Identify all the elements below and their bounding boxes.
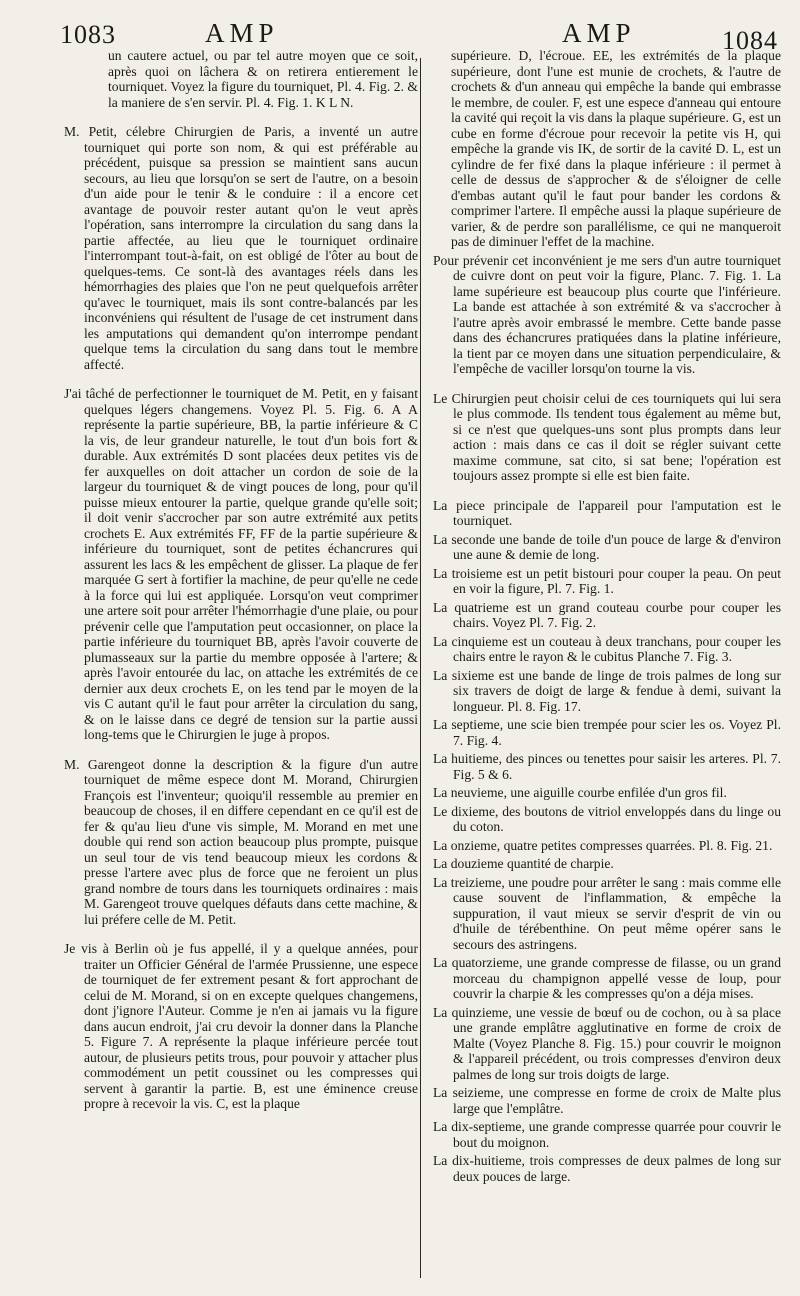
list-item: La dix-septieme, une grande compresse quarrée pour couvrir le bout du moignon. bbox=[433, 1119, 781, 1150]
column-divider bbox=[420, 58, 421, 1278]
paragraph: J'ai tâché de perfectionner le tourniquet de M. Petit, en y faisant quelques légers changemens. Voyez Pl. 5. Fig. 6. A A représente la partie supérieure, BB, la partie inférieure & C la vis, de leur grandeur naturelle, le tout d'un bois fort & durable. Aux extrémités D sont placées deux petites vis de fer auxquelles on doit attacher un cordon de soie de la largeur du tourniquet & de vingt pouces de long, pour qu'il puisse mieux entourer la partie, quelque grande qu'elle soit; il doit venir s'accrocher par son autre extrémité aux petits crochets E. Aux extrémités FF, FF de la partie supérieure & inférieure du tourniquet, sont de petites échancrures qui assurent les lacs & les empêchent de glisser. La plaque de fer marquée G sert à fortifier la machine, de peur qu'elle ne cede à la force qui lui est appliquée. Lorsqu'on veut comprimer une artere soit pour arrêter l'hémorrhagie d'une plaie, ou pour prévenir celle que l'amputation peut occasionner, on place la partie inférieure du tourniquet BB, après l'avoir couverte de plumasseaux sur la partie du membre opposée à l'artere; & après l'avoir entourée du lac, on attache les extrémités de ce dernier aux deux crochets E, on les tend par le moyen de la vis C autant qu'il le faut pour arrêter la circulation du sang, & on le laisse dans ce degré de tension sur la partie aussi long-tems que le Chirurgien le juge à propos. bbox=[64, 386, 418, 742]
right-column bbox=[433, 48, 781, 1184]
list-item: La seizieme, une compresse en forme de croix de Malte plus large que l'emplâtre. bbox=[433, 1085, 781, 1116]
paragraph: Le Chirurgien peut choisir celui de ces tourniquets qui lui sera le plus commode. Ils tendent tous également au même but, si ce n'est que quelques-uns sont plus prompts dans leur action : mais dans ce cas il doit se régler suivant cette maxime commune, sat cito, si sat bene; l'opération est toujours assez prompte si elle est bien faite. bbox=[433, 390, 781, 483]
paragraph: Pour prévenir cet inconvénient je me sers d'un autre tourniquet de cuivre dont on peut voir la figure, Planc. 7. Fig. 1. La lame supérieure est beaucoup plus courte que l'inférieure. La bande est attachée à son extrémité & va s'accrocher à l'autre après avoir embrassé le membre. Cette bande passe dans des échancrures pratiquées dans la platine inférieure, la tient par ce moyen dans une situation perpendiculaire, & l'empêche de vaciller lorsqu'on tourne la vis. bbox=[433, 252, 781, 376]
page-number-left: 1083 bbox=[60, 20, 116, 49]
paragraph: M. Garengeot donne la description & la figure d'un autre tourniquet de même espece dont M. Morand, Chirurgien François est l'inventeur; quoiqu'il ressemble au premier en beaucoup de choses, il en differe cependant en ce qu'il est de fer & qu'au lieu d'une vis simple, M. Morand en met une double qui rend son action beaucoup plus prompte, puisque un seul tour de vis tend beaucoup mieux les cordons & presse l'artere avec plus de force que ne feroient un plus grand nombre de tours dans les tourniquets ordinaires : mais M. Garengeot trouve quelques défauts dans cette machine, & lui préfere celle de M. Petit. bbox=[64, 756, 418, 927]
list-item: La quatorzieme, une grande compresse de filasse, ou un grand morceau du champignon appellé vesse de loup, pour couvrir la charpie & les compresses qu'on a déja mises. bbox=[433, 955, 781, 1001]
paragraph: supérieure. D, l'écroue. EE, les extrémités de la plaque supérieure, dont l'une est munie de crochets, & l'autre de crochets & d'un anneau qui empêche la bande qui embrasse le membre, de couler. F, est une espece d'anneau qui entoure la cavité qui reçoit la vis dans la plaque supérieure. G, est un cube en forme d'écroue pour recevoir la petite vis H, qui empêche la grande vis IK, de sortir de la cavité D. L, est un cylindre de fer fixé dans la plaque inférieure : il permet à celle de dessus de s'approcher & de s'éloigner de celle d'embas autant qu'il le faut pour bander les cordons & comprimer l'artere. Il empêche aussi la plaque supérieure de varier, & de perdre son parallélisme, ce qui ne manqueroit pas de diminuer l'effet de la machine. bbox=[451, 48, 781, 249]
list-item: La troisieme est un petit bistouri pour couper la peau. On peut en voir la figure, Pl. 7. Fig. 1. bbox=[433, 565, 781, 596]
list-item: La treizieme, une poudre pour arrêter le sang : mais comme elle cause souvent de l'inflammation, & empêche la suppuration, il vaut mieux se servir d'esprit de vin ou d'huile de térébenthine. On peut même opérer sans le secours des astringens. bbox=[433, 874, 781, 952]
list-item: Le dixieme, des boutons de vitriol enveloppés dans du linge ou du coton. bbox=[433, 803, 781, 834]
list-item: La sixieme est une bande de linge de trois palmes de long sur six travers de doigt de large & fendue à demi, suivant la longueur. Pl. 8. Fig. 17. bbox=[433, 667, 781, 714]
list-item: La huitieme, des pinces ou tenettes pour saisir les arteres. Pl. 7. Fig. 5 & 6. bbox=[433, 751, 781, 782]
paragraph: un cautere actuel, ou par tel autre moyen que ce soit, après quoi on lâchera & on retirera entierement le tourniquet. Voyez la figure du tourniquet, Pl. 4. Fig. 2. & la maniere de s'en servir. Pl. 4. Fig. 1. K L N. bbox=[108, 48, 418, 110]
paragraph: Je vis à Berlin où je fus appellé, il y a quelque années, pour traiter un Officier Général de l'armée Prussienne, une espece de tourniquet de fer extrement pesant & fort approchant de celui de M. Morand, si on en excepte quelques changemens, dont j'ignore l'Auteur. Comme je n'en ai jamais vu la figure dans aucun endroit, j'ai cru devoir la donner dans la Planche 5. Figure 7. A représente la plaque inférieure percée tout autour, de plusieurs petits trous, pour pouvoir y attacher plus commodément un petit coussinet ou les compresses qui servent à garantir la partie. B, est une éminence creuse propre à recevoir la vis. C, est la plaque bbox=[64, 941, 418, 1111]
running-title-left: AMP bbox=[205, 18, 279, 48]
paragraph: M. Petit, célebre Chirurgien de Paris, a inventé un autre tourniquet qui porte son nom, & qui est préférable au précédent, puisque sa pression se maintient sans aucun secours, au lieu que lorsqu'on se sert de l'autre, on a besoin d'un aide pour le tenir & le conduire : il a encore cet avantage de pouvoir rester autant qu'on le veut après l'opération, sans interrompre la circulation du sang dans la partie affectée, au lieu que le tourniquet ordinaire l'interrompant tout-à-fait, on est obligé de l'ôter au bout de quelques-tems. Ce sont-là des avantages réels dans les hémorrhagies des plaies que l'on ne peut quelquefois arrêter qu'avec le tourniquet, mais ils sont contre-balancés par les inconvéniens qui résultent de l'usage de cet instrument dans les amputations qui demandent qu'on interrompe pendant quelque tems la circulation du sang dans tout le membre affecté. bbox=[64, 124, 418, 372]
list-item: La quinzieme, une vessie de bœuf ou de cochon, ou à sa place une grande emplâtre agglutinative en forme de croix de Malte (Voyez Planche 8. Fig. 15.) pour couvrir le moignon & l'appareil précédent, ou trois compresses d'environ deux palmes de long sur trois doigts de large. bbox=[433, 1004, 781, 1082]
list-item: La piece principale de l'appareil pour l'amputation est le tourniquet. bbox=[433, 497, 781, 528]
list-item: La seconde une bande de toile d'un pouce de large & d'environ une aune & demie de long. bbox=[433, 531, 781, 562]
running-header bbox=[0, 14, 800, 55]
list-item: La quatrieme est un grand couteau courbe pour couper les chairs. Voyez Pl. 7. Fig. 2. bbox=[433, 599, 781, 630]
list-item: La septieme, une scie bien trempée pour scier les os. Voyez Pl. 7. Fig. 4. bbox=[433, 717, 781, 748]
list-item: La douzieme quantité de charpie. bbox=[433, 856, 614, 871]
list-item: La cinquieme est un couteau à deux tranchans, pour couper les chairs entre le rayon & le cubitus Planche 7. Fig. 3. bbox=[433, 633, 781, 664]
left-column bbox=[64, 48, 418, 1112]
list-item: La dix-huitieme, trois compresses de deux palmes de long sur deux pouces de large. bbox=[433, 1153, 781, 1184]
running-title-right: AMP bbox=[562, 18, 636, 48]
page-number-right: 1084 bbox=[722, 26, 778, 55]
list-item: La onzieme, quatre petites compresses quarrées. Pl. 8. Fig. 21. bbox=[433, 837, 773, 853]
list-item: La neuvieme, une aiguille courbe enfilée d'un gros fil. bbox=[433, 785, 727, 800]
